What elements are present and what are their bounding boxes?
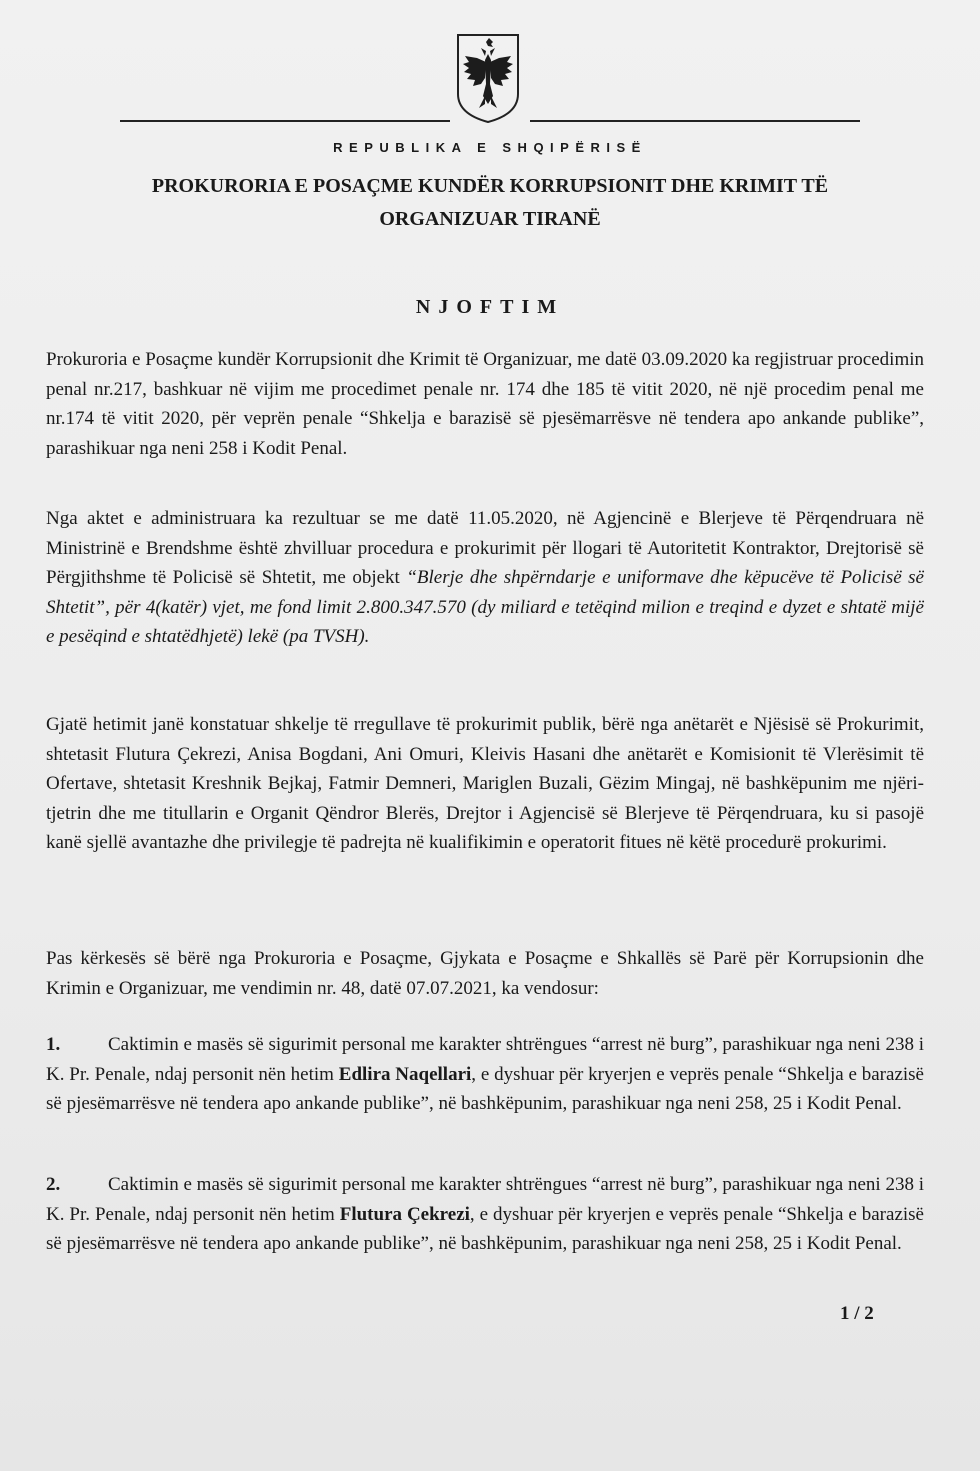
list-item-text: Caktimin e masës së sigurimit personal me karakter shtrëngues “arrest në burg”, parashikuar nga neni 238 i K. Pr. Penale, ndaj personit nën hetim xyxy=(46,1174,924,1225)
suspect-name: Edlira Naqellari xyxy=(338,1063,472,1085)
paragraph-2 xyxy=(46,504,924,652)
procurement-object-italic: “Blerje dhe shpërndarje e uniformave dhe këpucëve të Policisë së Shtetit”, për 4(katër) vjet, me fond limit 2.800.347.570 (dy miliard e tetëqind milion e treqind e dyzet e shtatë mijë e pesëqind e shtatëdhjetë) lekë (pa TVSH). xyxy=(46,567,924,648)
suspect-name: Flutura Çekrezi xyxy=(339,1203,470,1225)
list-item-text: , e dyshuar për kryerjen e veprës penale “Shkelja e barazisë së pjesëmarrësve në tendera apo ankande publike”, në bashkëpunim, parashikuar nga neni 258, 25 i Kodit Penal. xyxy=(46,1203,924,1255)
paragraph-4: Pas kërkesës së bërë nga Prokuroria e Posaçme, Gjykata e Posaçme e Shkallës së Parë për Korrupsionin dhe Krimin e Organizuar, me vendimin nr. 48, datë 07.07.2021, ka vendosur: xyxy=(46,948,924,999)
header-rule-right xyxy=(530,120,860,122)
list-item-number: 1. xyxy=(46,1034,61,1055)
list-item-number: 2. xyxy=(46,1174,61,1195)
institution-line-1: PROKURORIA E POSAÇME KUNDËR KORRUPSIONIT DHE KRIMIT TË xyxy=(151,175,829,197)
list-item-2 xyxy=(46,1170,924,1259)
list-item-text: , e dyshuar për kryerjen e veprës penale “Shkelja e barazisë së pjesëmarrësve në tendera apo ankande publike”, në bashkëpunim, parashikuar nga neni 258, 25 i Kodit Penal. xyxy=(46,1063,924,1115)
page-number: 1 / 2 xyxy=(840,1303,874,1324)
paragraph-2-text: Nga aktet e administruara ka rezultuar se me datë 11.05.2020, në Agjencinë e Blerjeve të Përqendruara në Ministrinë e Brendshme është zhvilluar procedura e prokurimit për llogari të Autoritetit Kontraktor, Drejtorisë së Përgjithshme të Policisë së Shtetit, me objekt xyxy=(46,508,924,589)
institution-line-2: ORGANIZUAR TIRANË xyxy=(379,208,601,230)
republic-heading: REPUBLIKA E SHQIPËRISË xyxy=(333,140,647,155)
albanian-eagle-emblem-icon xyxy=(455,32,521,124)
header-rule-left xyxy=(120,120,450,122)
paragraph-1: Prokuroria e Posaçme kundër Korrupsionit dhe Krimit të Organizuar, me datë 03.09.2020 ka regjistruar procedimin penal nr.217, bashkuar në vijim me procedimet penale nr. 174 dhe 185 të vitit 2020, në një procedim penal me nr.174 të vitit 2020, për veprën penale “Shkelja e barazisë së pjesëmarrësve në tendera apo ankande publike”, parashikuar nga neni 258 i Kodit Penal. xyxy=(46,349,924,459)
institution-heading xyxy=(60,170,920,236)
list-item-1 xyxy=(46,1030,924,1119)
list-item-text: Caktimin e masës së sigurimit personal me karakter shtrëngues “arrest në burg”, parashikuar nga neni 238 i K. Pr. Penale, ndaj personit nën hetim xyxy=(46,1034,924,1085)
paragraph-3: Gjatë hetimit janë konstatuar shkelje të rregullave të prokurimit publik, bërë nga anëtarët e Njësisë së Prokurimit, shtetasit Flutura Çekrezi, Anisa Bogdani, Ani Omuri, Kleivis Hasani dhe anëtarët e Komisionit të Vlerësimit të Ofertave, shtetasit Kreshnik Bejkaj, Fatmir Demneri, Mariglen Buzali, Gëzim Mingaj, në bashkëpunim me njëri-tjetrin dhe me titullarin e Organit Qëndror Blerës, Drejtor i Agjencisë së Blerjeve të Përqendruara, ku si pasojë kanë sjellë avantazhe dhe privilegje të padrejta në kualifikimin e operatorit fitues në këtë procedurë prokurimi. xyxy=(46,714,924,854)
document-title: NJOFTIM xyxy=(415,296,565,318)
